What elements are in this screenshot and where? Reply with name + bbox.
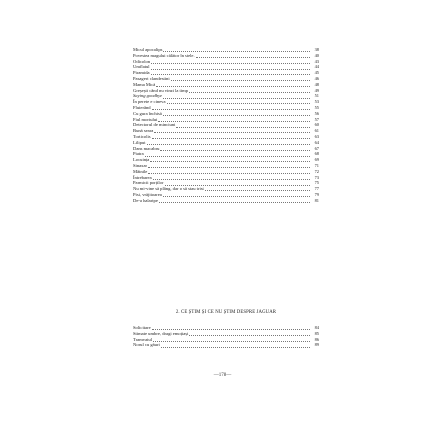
page-number: —178— — [213, 373, 232, 378]
toc-entry — [133, 157, 319, 163]
toc-entry-page-number: 51 — [314, 93, 319, 99]
dot-leader — [153, 337, 310, 342]
toc-entry-page-number: 46 — [314, 75, 319, 81]
dot-leader — [150, 158, 310, 163]
toc-entry-page-number: 40 — [314, 52, 319, 58]
dot-leader — [152, 106, 310, 111]
dot-leader — [160, 146, 310, 151]
toc-entry-title: Nu mi-vine să plâng, dar o să stau trist — [133, 186, 204, 192]
toc-entry-page-number: 45 — [314, 70, 319, 76]
toc-entry-page-number: 73 — [314, 174, 319, 180]
toc-entry-title: Locuința — [133, 157, 150, 163]
dot-leader — [196, 53, 310, 58]
toc-entry-page-number: 64 — [314, 139, 319, 145]
toc-entry-page-number: 81 — [314, 197, 319, 203]
toc-entry-page-number: 86 — [314, 336, 319, 342]
toc-entry-title: Cu gura închisă — [133, 110, 162, 116]
toc-entry-page-number: 44 — [314, 64, 319, 70]
toc-entry — [133, 59, 319, 65]
toc-entry-title: Odicolon — [133, 58, 151, 64]
dot-leader — [176, 123, 310, 128]
dot-leader — [152, 135, 310, 140]
dot-leader — [153, 175, 310, 180]
toc-entry-title: Întrebarea — [133, 174, 152, 180]
dot-leader — [156, 82, 310, 87]
toc-entry — [133, 76, 319, 82]
toc-entry-title: De-a halaripe — [133, 197, 158, 203]
toc-entry-page-number: 89 — [314, 342, 319, 348]
toc-entry-page-number: 63 — [314, 133, 319, 139]
toc-entry-title: În perete e cineva — [133, 99, 166, 105]
toc-entry-title: Liliput — [133, 139, 146, 145]
dot-leader — [159, 198, 310, 203]
toc-entry-title: Pisi, vrăjitoarea — [133, 191, 162, 197]
toc-entry-title: Detectorul de minciuni — [133, 122, 176, 128]
toc-entry-page-number: 85 — [314, 330, 319, 336]
dot-leader — [205, 187, 310, 192]
toc-entry-title: Dans macabru — [133, 145, 160, 151]
toc-entry — [133, 111, 319, 117]
toc-entry-title: Micul apocalips — [133, 47, 163, 52]
dot-leader — [163, 111, 310, 116]
toc-entry-page-number: 55 — [314, 104, 319, 110]
toc-entry — [133, 163, 319, 169]
dot-leader — [163, 94, 310, 99]
toc-entry-title: Mama Mică — [133, 81, 156, 87]
dot-leader — [145, 152, 310, 157]
toc-entry-title: Piramida — [133, 70, 150, 76]
toc-entry — [133, 53, 319, 59]
dot-leader — [151, 65, 310, 70]
toc-entry — [133, 169, 319, 175]
toc-entry-page-number: 75 — [314, 180, 319, 186]
toc-entry-title: Pasageri clandestini — [133, 75, 170, 81]
toc-entry-title: Saying goodbye — [133, 93, 163, 99]
dot-leader — [152, 326, 310, 331]
toc-entry — [133, 337, 319, 343]
toc-entry-page-number: 72 — [314, 168, 319, 174]
toc-entry — [133, 64, 319, 70]
toc-entry-page-number: 61 — [314, 128, 319, 134]
dot-leader — [161, 343, 310, 348]
toc-entry — [133, 198, 319, 204]
toc-entry-title: Fiul mortului — [133, 116, 158, 122]
dot-leader — [148, 164, 310, 169]
toc-entry-page-number: 60 — [314, 122, 319, 128]
toc-entry — [133, 134, 319, 140]
dot-leader — [167, 100, 310, 105]
toc-entry-page-number: 48 — [314, 81, 319, 87]
toc-entry-page-number: 79 — [314, 191, 319, 197]
toc-entry-page-number: 38 — [314, 47, 319, 52]
dot-leader — [154, 129, 310, 134]
toc-entry-page-number: 57 — [314, 116, 319, 122]
toc-entry-title: Greșești când nu vinzi la timp — [133, 87, 188, 93]
toc-entry — [133, 122, 319, 128]
toc-entry — [133, 342, 319, 348]
toc-entry-page-number: 68 — [314, 151, 319, 157]
dot-leader — [163, 193, 310, 198]
dot-leader — [189, 88, 310, 93]
toc-entry-page-number: 53 — [314, 99, 319, 105]
toc-entry-page-number: 49 — [314, 87, 319, 93]
toc-entry-page-number: 77 — [314, 186, 319, 192]
toc-entry-title: Umflatul — [133, 64, 150, 70]
dot-leader — [189, 331, 310, 336]
toc-entry-page-number: 69 — [314, 157, 319, 163]
dot-leader — [163, 48, 310, 53]
toc-entry — [133, 146, 319, 152]
toc-entry-title: Mâinile — [133, 168, 148, 174]
toc-entry-title: Bună seara — [133, 128, 154, 134]
toc-entry-page-number: 71 — [314, 162, 319, 168]
toc-entry-title: Fluierând — [133, 104, 151, 110]
toc-entry — [133, 99, 319, 105]
dot-leader — [171, 77, 310, 82]
dot-leader — [151, 71, 310, 76]
toc-entry-title: Torticolis — [133, 133, 151, 139]
toc-entry-title: Parmicii porților — [133, 180, 164, 186]
toc-entry-page-number: 56 — [314, 110, 319, 116]
toc-entry — [133, 192, 319, 198]
dot-leader — [151, 59, 310, 64]
toc-entry-title: Sinaxar — [133, 162, 148, 168]
toc-entry — [133, 151, 319, 157]
table-of-contents — [133, 47, 319, 204]
toc-entry-page-number: 67 — [314, 145, 319, 151]
toc-entry — [133, 140, 319, 146]
table-of-contents-section-2 — [133, 325, 319, 348]
toc-entry-page-number: 43 — [314, 58, 319, 64]
dot-leader — [158, 117, 310, 122]
section-heading: 2. CE ȘTIM ȘI CE NU ȘTIM DESPRE JAGUAR — [175, 310, 277, 315]
toc-entry-title: Solicitare — [133, 325, 151, 330]
toc-entry — [133, 331, 319, 337]
dot-leader — [147, 140, 310, 145]
toc-entry-title: Norul cu găuri — [133, 342, 160, 348]
toc-entry-title: Povestea magului călător în stele. — [133, 52, 195, 58]
toc-entry-title: Tramvaiul — [133, 336, 152, 342]
toc-entry-title: Stimate umbre, dragi emoțiași — [133, 330, 189, 336]
toc-entry-page-number: 84 — [314, 325, 319, 330]
toc-entry-title: Piatra — [133, 151, 144, 157]
dot-leader — [165, 181, 311, 186]
dot-leader — [148, 169, 310, 174]
toc-entry — [133, 128, 319, 134]
